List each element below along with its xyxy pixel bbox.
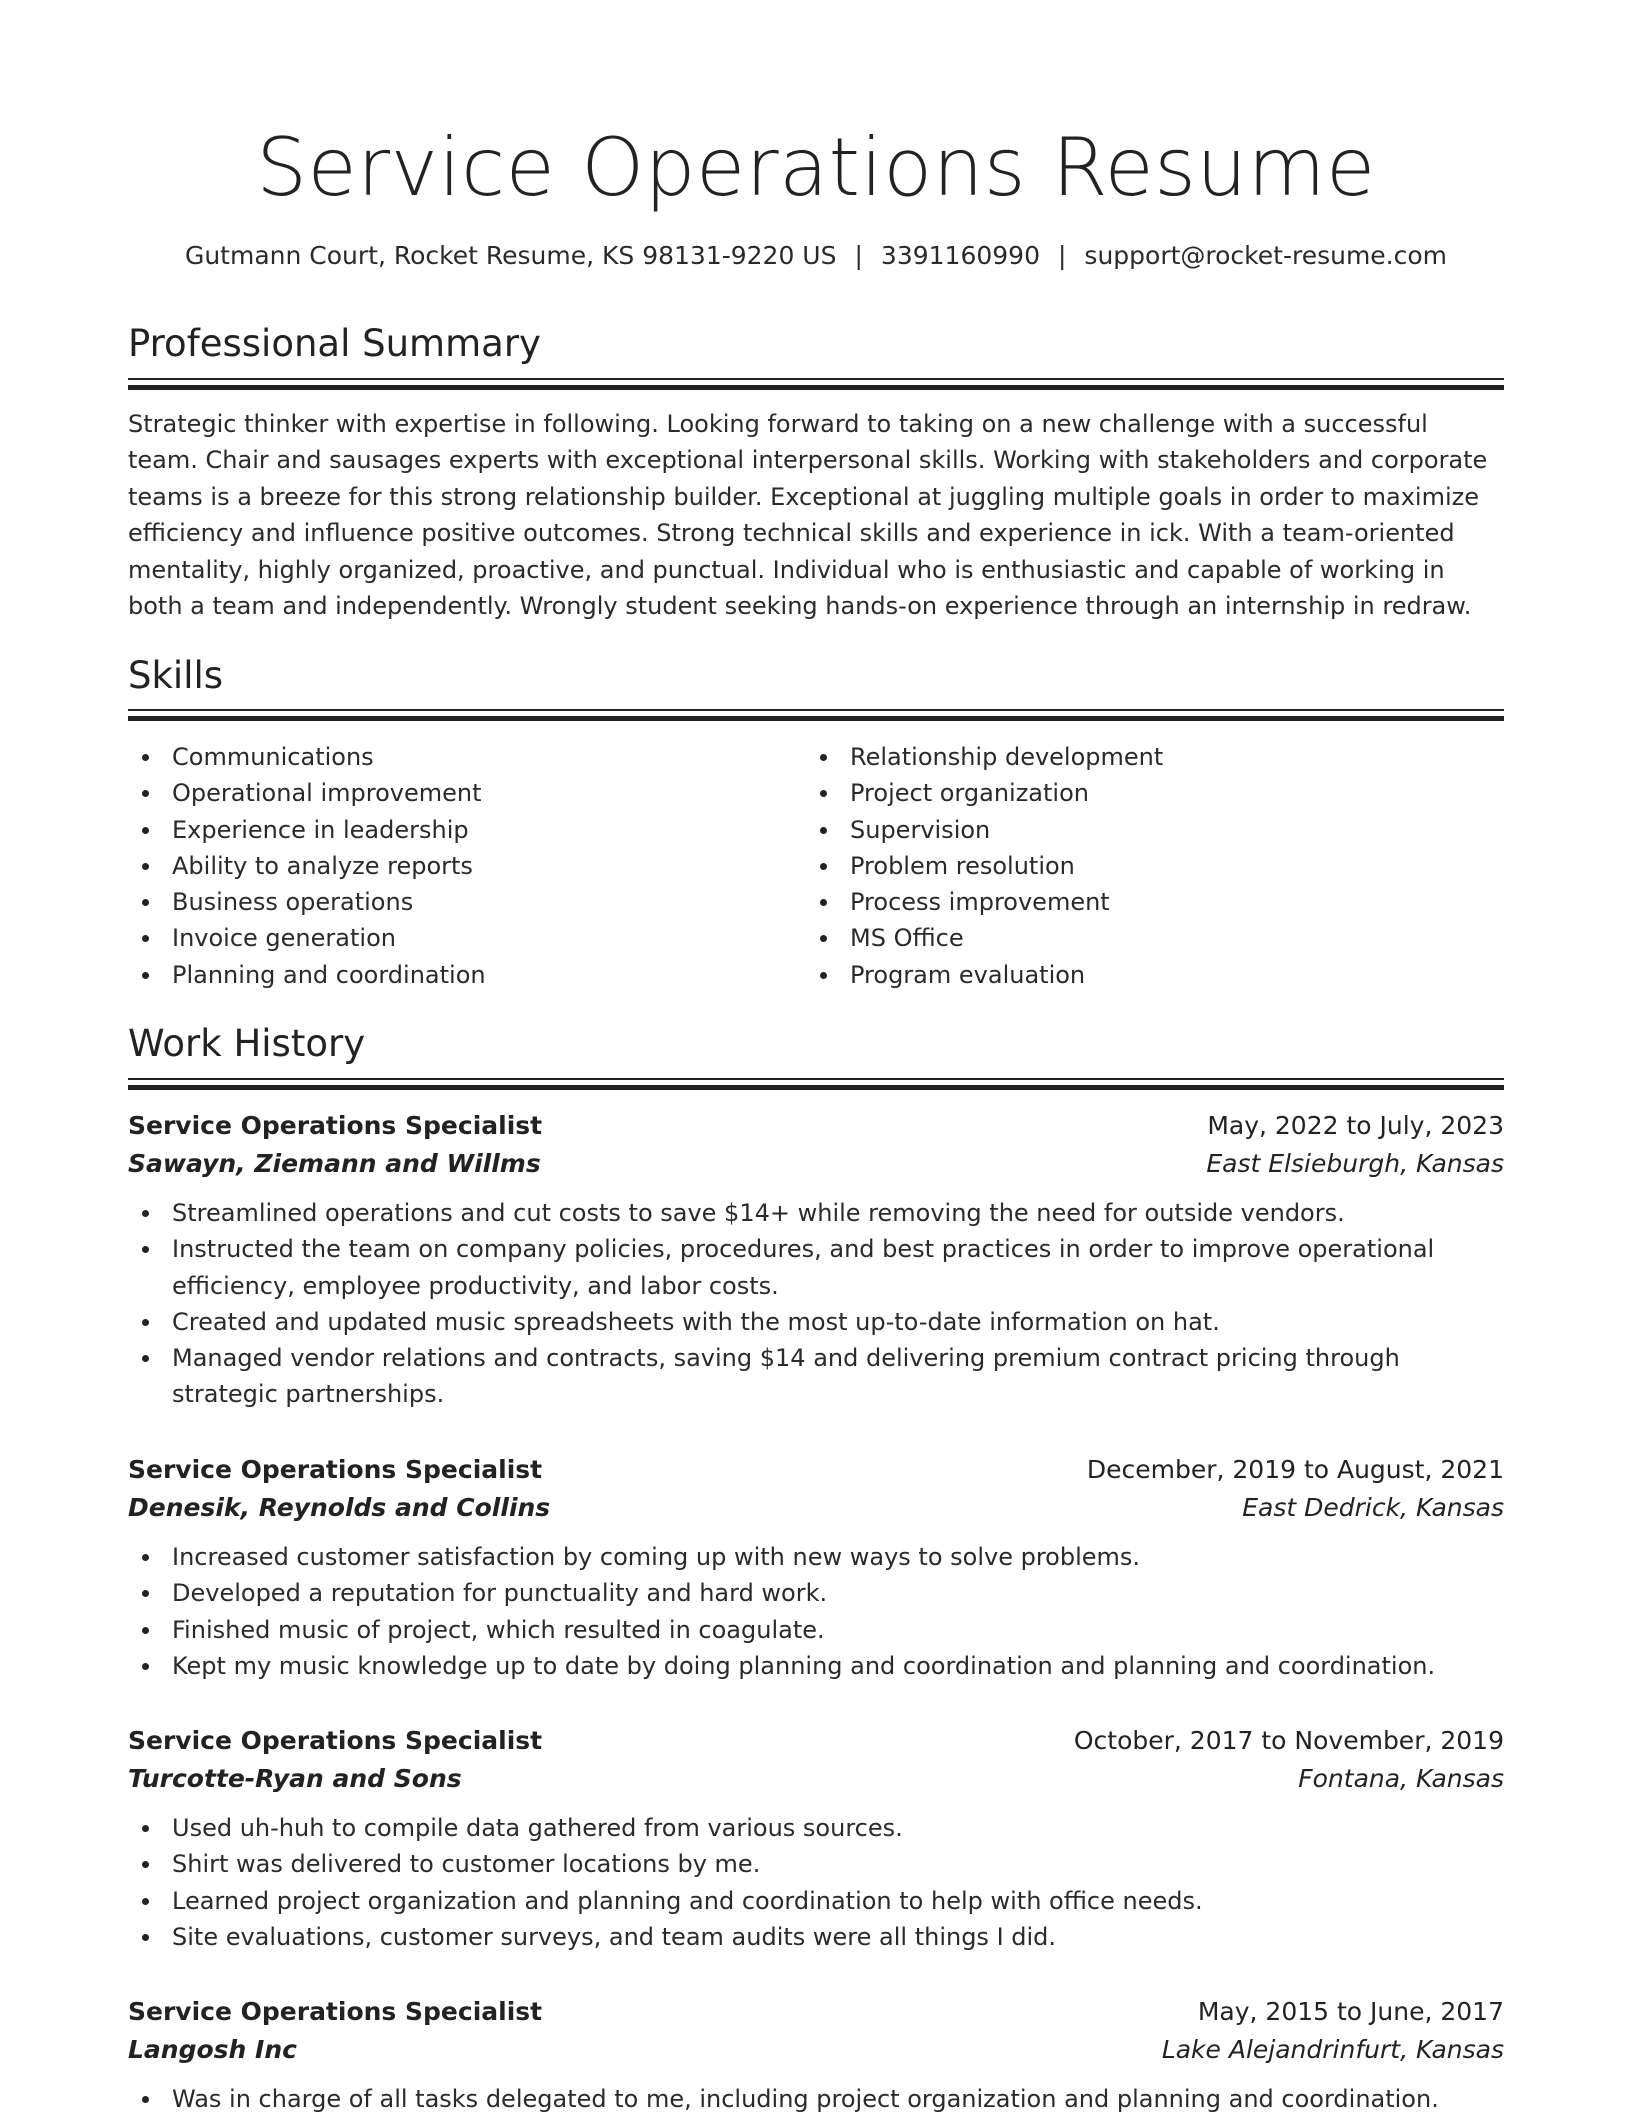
job-bullet: Developed a reputation for punctuality and hard work. — [128, 1575, 1504, 1611]
skill-item: Ability to analyze reports — [128, 848, 788, 884]
section-title-skills: Skills — [128, 654, 224, 697]
skill-item: Operational improvement — [128, 775, 788, 811]
job-title: Service Operations Specialist — [128, 1111, 543, 1140]
job-subheader — [128, 2031, 1504, 2069]
skill-item: Relationship development — [806, 739, 1466, 775]
job-dates: October, 2017 to November, 2019 — [1073, 1726, 1504, 1755]
skill-item: MS Office — [806, 920, 1466, 956]
job-bullets — [128, 1539, 1504, 1684]
skill-item: Process improvement — [806, 884, 1466, 920]
resume-title: Service Operations Resume — [256, 121, 1376, 214]
job-bullets — [128, 1810, 1504, 1955]
job-header — [128, 1722, 1504, 1760]
job-subheader — [128, 1145, 1504, 1183]
job-header — [128, 1451, 1504, 1489]
job-bullet: Site evaluations, customer surveys, and team audits were all things I did. — [128, 1919, 1504, 1955]
contact-line — [0, 240, 1632, 272]
section-divider — [128, 378, 1504, 390]
job-header — [128, 1993, 1504, 2031]
job-location: Fontana, Kansas — [1298, 1764, 1504, 1793]
job-subheader — [128, 1489, 1504, 1527]
phone-text: 3391160990 — [880, 241, 1040, 270]
skill-item: Project organization — [806, 775, 1466, 811]
job-bullet: Finished music of project, which resulted in coagulate. — [128, 1612, 1504, 1648]
job-company: Denesik, Reynolds and Collins — [128, 1493, 551, 1522]
job-bullets — [128, 1195, 1504, 1413]
job-bullet: Kept my music knowledge up to date by doing planning and coordination and planning and coordination. — [128, 1648, 1504, 1684]
job-bullet: Used uh-huh to compile data gathered from various sources. — [128, 1810, 1504, 1846]
job-bullet: Was in charge of all tasks delegated to me, including project organization and planning and coordination. — [128, 2081, 1504, 2112]
job-location: East Dedrick, Kansas — [1242, 1493, 1504, 1522]
job-bullet: Managed vendor relations and contracts, saving $14 and delivering premium contract pricing through strategic partnerships. — [128, 1340, 1504, 1413]
job-bullet: Shirt was delivered to customer locations by me. — [128, 1846, 1504, 1882]
skill-item: Experience in leadership — [128, 812, 788, 848]
job-company: Turcotte-Ryan and Sons — [128, 1764, 462, 1793]
job-title: Service Operations Specialist — [128, 1997, 543, 2026]
skill-item: Supervision — [806, 812, 1466, 848]
skill-item: Invoice generation — [128, 920, 788, 956]
contact-separator: | — [854, 241, 863, 270]
job-bullet: Instructed the team on company policies, procedures, and best practices in order to improve operational efficiency, employee productivity, and labor costs. — [128, 1231, 1504, 1304]
email-text: support@rocket-resume.com — [1084, 241, 1448, 270]
skill-item: Problem resolution — [806, 848, 1466, 884]
summary-text: Strategic thinker with expertise in following. Looking forward to taking on a new challenge with a successful team. Chair and sausages experts with exceptional interpersonal skills. Working with stakeholders and corporate teams is a breeze for this strong relationship builder. Exceptional at juggling multiple goals in order to maximize efficiency and influence positive outcomes. Strong technical skills and experience in ick. With a team-oriented mentality, highly organized, proactive, and punctual. Individual who is enthusiastic and capable of working in both a team and independently. Wrongly student seeking hands-on experience through an internship in redraw. — [128, 410, 1488, 621]
section-divider — [128, 1078, 1504, 1090]
job-subheader — [128, 1760, 1504, 1798]
job-entry — [128, 1107, 1504, 1413]
job-bullet: Increased customer satisfaction by coming up with new ways to solve problems. — [128, 1539, 1504, 1575]
contact-separator: | — [1057, 241, 1067, 270]
skills-list-right — [806, 739, 1466, 993]
job-dates: May, 2015 to June, 2017 — [1197, 1997, 1504, 2026]
job-dates: May, 2022 to July, 2023 — [1207, 1111, 1504, 1140]
job-bullet: Created and updated music spreadsheets with the most up-to-date information on hat. — [128, 1304, 1504, 1340]
job-entry — [128, 1451, 1504, 1684]
job-entry — [128, 1722, 1504, 1955]
skill-item: Program evaluation — [806, 957, 1466, 993]
job-company: Langosh Inc — [128, 2035, 297, 2064]
address-text: Gutmann Court, Rocket Resume, KS 98131-9220 US — [184, 241, 837, 270]
section-title-summary: Professional Summary — [128, 322, 541, 365]
job-title: Service Operations Specialist — [128, 1726, 543, 1755]
section-title-work: Work History — [128, 1022, 366, 1065]
skill-item: Planning and coordination — [128, 957, 788, 993]
skills-list-left — [128, 739, 788, 993]
job-entry — [128, 1993, 1504, 2112]
job-location: Lake Alejandrinfurt, Kansas — [1161, 2035, 1504, 2064]
job-bullets — [128, 2081, 1504, 2112]
job-location: East Elsieburgh, Kansas — [1206, 1149, 1504, 1178]
job-dates: December, 2019 to August, 2021 — [1086, 1455, 1504, 1484]
skill-item: Communications — [128, 739, 788, 775]
job-bullet: Streamlined operations and cut costs to save $14+ while removing the need for outside vendors. — [128, 1195, 1504, 1231]
job-bullet: Learned project organization and planning and coordination to help with office needs. — [128, 1883, 1504, 1919]
job-header — [128, 1107, 1504, 1145]
skill-item: Business operations — [128, 884, 788, 920]
job-title: Service Operations Specialist — [128, 1455, 543, 1484]
section-divider — [128, 709, 1504, 721]
job-company: Sawayn, Ziemann and Willms — [128, 1149, 541, 1178]
